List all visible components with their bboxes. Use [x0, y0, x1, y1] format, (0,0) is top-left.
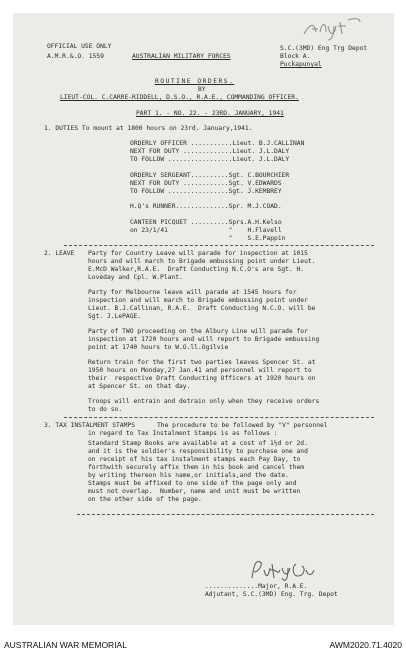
duty-row: H.Q's RUNNER..............Spr. M.J.COAD. [130, 203, 282, 210]
leave-paragraph-line: Party for Country Leave will parade for inspection at 1015 [88, 250, 308, 257]
tax-body-line: must not overlap. Number, name and unit must be written [88, 488, 301, 495]
title-by: BY [198, 86, 206, 93]
document-title: ROUTINE ORDERS. [155, 78, 235, 85]
leave-paragraph-line: Party of TWO proceeding on the Albury Line will parade for [88, 328, 308, 335]
handwritten-stamp-mark [300, 16, 362, 42]
tax-body-line: on the other side of the page. [88, 496, 202, 503]
archive-name: AUSTRALIAN WAR MEMORIAL [4, 640, 127, 650]
duty-row: NEXT FOR DUTY .............Lieut. J.L.DALY [130, 148, 290, 155]
tax-body-line: forthwith securely affix them in his book and cancel them [88, 464, 305, 471]
leave-paragraph-line: hours and will march to Brigade embussing point under Lieut. [88, 258, 316, 265]
document-page [13, 13, 394, 625]
leave-paragraph-line: Troops will entrain and detrain only when they receive orders [88, 398, 320, 405]
leave-paragraph-line: Sgt. J.LePAGE. [88, 313, 142, 320]
duty-row: ORDERLY OFFICER ...........Lieut. B.J.CALLINAN [130, 140, 305, 147]
leave-paragraph-line: Loveday and Cpl. W.Plant. [88, 274, 183, 281]
tax-body-line: Standard Stamp Books are available at a cost of 1½d or 2d. [88, 440, 308, 447]
duty-row: CANTEEN PICQUET ..........Sprs.A.H.Kelso [130, 219, 282, 226]
signature-rank-line: ..............Major, R.A.E. [205, 583, 308, 590]
tax-intro-line: The procedure to be followed by "V" personnel [157, 422, 328, 429]
part-number-line: PART 1. - NO. 22. - 23RD. JANUARY, 1941 [136, 110, 284, 117]
archive-footer [0, 625, 406, 653]
leave-paragraph-line: E.McD Walker,R.A.E. Draft Conducting N.C.O's are Sgt. H. [88, 266, 305, 273]
leave-paragraph-line: 1950 hours on Monday,27 Jan.41 and personnel will report to [88, 367, 312, 374]
tax-intro-line: in regard to Tax Instalment Stamps is as follows : [88, 430, 278, 437]
tax-body-line: and it is the soldier's responsibility to purchase one and [88, 448, 308, 455]
commanding-officer-line: LIEUT-COL. C.CARRE-RIDDELL, D.S.O., R.A.E., COMMANDING OFFICER. [60, 94, 299, 101]
leave-paragraph-line: to do so. [88, 406, 123, 413]
official-use-label: OFFICIAL USE ONLY [47, 43, 112, 50]
duties-heading: 1. DUTIES To mount at 1800 hours on 23rd. January,1941. [44, 125, 253, 132]
duty-row: ORDERLY SERGEANT..........Sgt. C.BOURCHIER [130, 172, 290, 179]
leave-paragraph-line: at Spencer St. on that day. [88, 383, 191, 390]
leave-paragraph-line: inspection and will march to Brigade embussing point under [88, 297, 308, 304]
tax-body-line: on receipt of his tax instalment stamps each Pay Day, to [88, 456, 301, 463]
tax-body-line: by writing thereon his name,or initials,and the date. [88, 472, 289, 479]
leave-paragraph-line: inspection at 1720 hours and will report to Brigade embussing [88, 336, 320, 343]
leave-paragraph-line: point at 1740 hours to W.O.ll.Ogilvie [88, 344, 229, 351]
duty-row: " S.E.Pappin [130, 235, 286, 242]
forces-heading: AUSTRALIAN MILITARY FORCES [132, 53, 231, 60]
signature-title-line: Adjutant, S.C.(3MD) Eng. Trg. Depot [205, 591, 338, 598]
section-divider [77, 514, 374, 515]
duty-row: TO FOLLOW ................Sgt. J.KEMBREY [130, 188, 282, 195]
handwritten-signature [248, 556, 318, 584]
duty-row: on 23/1/41 " H.Flavell [130, 227, 282, 234]
archive-reference: AWM2020.71.4020 [329, 640, 402, 650]
unit-line-2: Block A. [280, 53, 311, 60]
form-reference: A.M.R.&.O. 1559 [47, 53, 104, 60]
unit-line-3: Puckapunyal [280, 61, 322, 68]
leave-paragraph-line: Return train for the first two parties leaves Spencer St. at [88, 359, 316, 366]
leave-paragraph-line: Party for Melbourne leave will parade at 1545 hours for [88, 289, 297, 296]
unit-line-1: S.C.(3MD) Eng Trg Depot [280, 45, 368, 52]
leave-paragraph-line: Lieut. B.J.Callinan, R.A.E. Draft Conducting N.C.O. will be [88, 305, 316, 312]
duty-row: TO FOLLOW .................Lieut. J.L.DALY [130, 156, 290, 163]
duty-row: NEXT FOR DUTY ............Sgt. V.EDWARDS [130, 180, 282, 187]
section-divider [64, 245, 374, 246]
tax-body-line: Stamps must be affixed to one side of the page only and [88, 480, 297, 487]
section-divider [64, 417, 374, 418]
tax-heading: 3. TAX INSTALMENT STAMPS [44, 422, 135, 429]
leave-paragraph-line: their respective Draft Conducting Officers at 1920 hours on [88, 375, 316, 382]
leave-heading: 2. LEAVE [44, 250, 75, 257]
